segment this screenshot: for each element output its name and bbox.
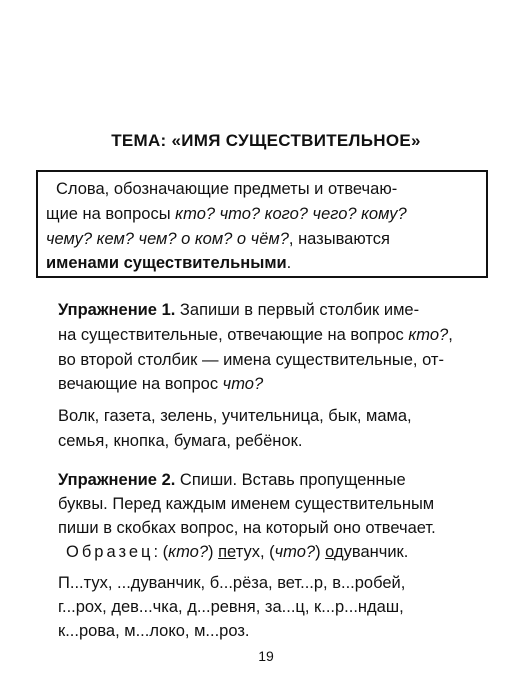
rule-questions: чему? кем? чем? о ком? о чём? <box>46 230 289 248</box>
sample-underlined: о <box>325 543 334 561</box>
sample-question: кто? <box>168 543 209 561</box>
ex1-question: кто? <box>408 326 449 344</box>
ex1-line-2 <box>58 326 453 345</box>
ex1-words-1: Волк, газета, зелень, учительница, бык, мама, <box>58 407 412 425</box>
sample-text: : ( <box>153 543 169 561</box>
rule-box <box>36 170 488 278</box>
rule-questions: кто? что? кого? чего? кому? <box>175 205 407 223</box>
ex2-text: Спиши. Вставь пропущенные <box>175 471 406 489</box>
ex1-text: вечающие на вопрос <box>58 375 223 393</box>
sample-underlined: пе <box>218 543 236 561</box>
ex1-text: Запиши в первый столбик име- <box>175 301 420 319</box>
ex1-line-4 <box>58 375 263 394</box>
page-title: ТЕМА: «ИМЯ СУЩЕСТВИТЕЛЬНОЕ» <box>111 131 421 150</box>
ex2-task-3: к...рова, м...локо, м...роз. <box>58 622 250 640</box>
ex1-text: на существительные, отвечающие на вопрос <box>58 326 409 344</box>
ex1-question: что? <box>222 375 264 393</box>
sample-text: ) <box>315 543 326 561</box>
rule-line-2 <box>46 205 407 224</box>
rule-line-1: Слова, обозначающие предметы и отвечаю- <box>56 180 398 198</box>
ex2-task-2: г...рох, дев...чка, д...ревня, за...ц, к...р...ндаш, <box>58 598 404 616</box>
ex2-sample <box>66 543 408 562</box>
ex1-heading: Упражнение 1. <box>58 301 176 319</box>
rule-line-4 <box>46 254 291 273</box>
ex2-heading: Упражнение 2. <box>58 471 176 489</box>
rule-line-3 <box>46 230 390 249</box>
sample-label: Образец <box>66 543 154 561</box>
ex2-line-3: пиши в скобках вопрос, на который оно отвечает. <box>58 519 436 537</box>
ex1-words-2: семья, кнопка, бумага, ребёнок. <box>58 432 303 450</box>
ex1-line-1 <box>58 301 419 320</box>
ex1-line-3: во второй столбик — имена существительные, от- <box>58 351 444 369</box>
sample-text: тух, ( <box>235 543 275 561</box>
rule-term: именами существительными <box>46 254 287 272</box>
ex2-line-1 <box>58 471 406 490</box>
rule-text: щие на вопросы <box>46 205 176 223</box>
rule-text: , называются <box>288 230 390 248</box>
ex2-line-2: буквы. Перед каждым именем существительным <box>58 495 435 513</box>
sample-question: что? <box>274 543 316 561</box>
sample-text: дуванчик. <box>333 543 409 561</box>
page-number: 19 <box>258 648 274 664</box>
ex1-text: , <box>448 326 453 344</box>
rule-text: . <box>286 254 292 272</box>
ex2-task-1: П...тух, ...дуванчик, б...рёза, вет...р, в...робей, <box>58 574 406 592</box>
sample-text: ) <box>208 543 219 561</box>
